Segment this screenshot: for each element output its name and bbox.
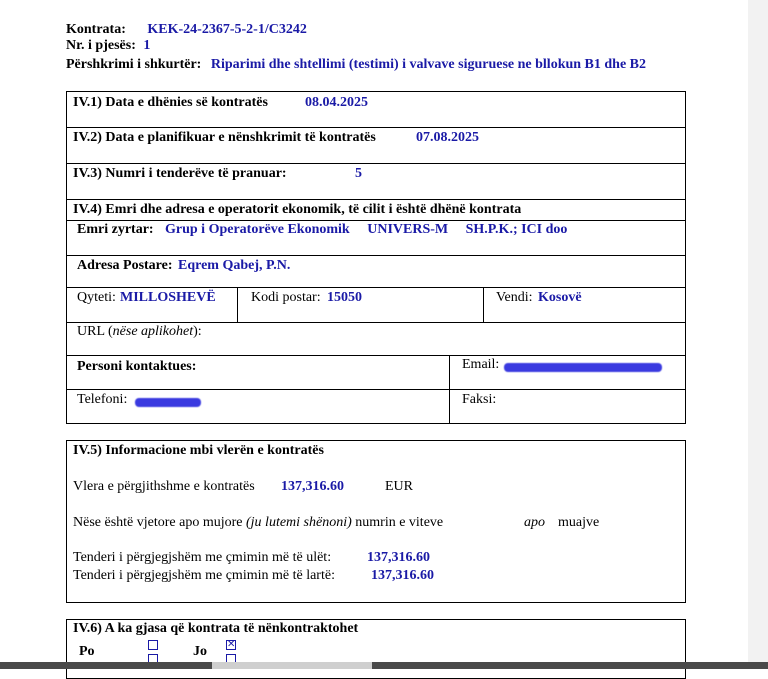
contact-row — [66, 355, 686, 390]
part-label: Nr. i pjesës: — [66, 38, 136, 53]
apo-text: apo — [524, 515, 545, 530]
divider — [449, 389, 450, 423]
postal-label: Adresa Postare: — [77, 258, 173, 273]
highest-label: Tenderi i përgjegjshëm me çmimin më të lartë: — [73, 568, 335, 583]
description-label: Përshkrimi i shkurtër: — [66, 57, 202, 72]
divider — [237, 287, 238, 322]
description-value: Riparimi dhe shtellimi (testimi) i valvave siguruese ne bllokun B1 dhe B2 — [210, 57, 647, 72]
official-name-row — [66, 220, 686, 256]
po-label: Po — [79, 644, 95, 659]
contact-label: Personi kontaktues: — [77, 359, 197, 374]
total-label: Vlera e përgjithshme e kontratës — [73, 479, 255, 494]
country-value: Kosovë — [538, 290, 582, 305]
city-value: MILLOSHEVË — [120, 290, 216, 305]
iv1-label: IV.1) Data e dhënies së kontratës — [73, 95, 268, 110]
fax-label: Faksi: — [462, 392, 497, 407]
part-value: 1 — [143, 38, 151, 53]
description-line — [66, 57, 646, 73]
years-prefix: Nëse është vjetore apo mujore — [73, 515, 243, 530]
iv3-value: 5 — [355, 166, 362, 181]
city-label: Qyteti: — [77, 290, 116, 305]
official-name-value: Grup i Operatorëve Ekonomik UNIVERS-M SH.P.K.; ICI doo — [165, 222, 568, 237]
currency: EUR — [385, 479, 413, 494]
zip-value: 15050 — [327, 290, 362, 305]
zip-label: Kodi postar: — [251, 290, 321, 305]
iv4-label: IV.4) Emri dhe adresa e operatorit ekonomik, të cilit i është dhënë kontrata — [73, 202, 522, 217]
contract-label: Kontrata: — [66, 22, 126, 37]
official-name-label: Emri zyrtar: — [77, 222, 154, 237]
viewer-margin — [748, 0, 768, 669]
iv2-label: IV.2) Data e planifikuar e nënshkrimit të kontratës — [73, 130, 376, 145]
contract-value: KEK-24-2367-5-2-1/C3242 — [147, 22, 307, 37]
iv1-value: 08.04.2025 — [305, 95, 368, 110]
phone-row — [66, 389, 686, 424]
phone-label: Telefoni: — [77, 392, 128, 407]
city-row — [66, 287, 686, 323]
iv3-row — [66, 163, 686, 200]
iv5-label: IV.5) Informacione mbi vlerën e kontratës — [73, 443, 324, 458]
iv2-row — [66, 127, 686, 164]
postal-row — [66, 255, 686, 288]
iv1-row — [66, 91, 686, 128]
divider — [449, 355, 450, 389]
divider — [483, 287, 484, 322]
lowest-value: 137,316.60 — [367, 550, 430, 565]
contract-line — [66, 22, 307, 38]
years-suffix: numrin e viteve — [355, 515, 444, 530]
postal-value: Eqrem Qabej, P.N. — [178, 258, 291, 273]
iv6-box — [66, 619, 686, 679]
url-label-italic: nëse aplikohet — [112, 324, 194, 339]
jo-label: Jo — [193, 644, 207, 659]
url-label-end: ): — [193, 324, 202, 339]
years-italic: (ju lutemi shënoni) — [246, 515, 352, 530]
iv4-heading-row — [66, 199, 686, 221]
url-label — [77, 324, 202, 340]
iv3-label: IV.3) Numri i tenderëve të pranuar: — [73, 166, 287, 181]
country-label: Vendi: — [496, 290, 533, 305]
total-value: 137,316.60 — [281, 479, 344, 494]
redacted-phone — [135, 398, 201, 407]
po-checkbox-top[interactable] — [148, 640, 158, 650]
lowest-label: Tenderi i përgjegjshëm me çmimin më të ulët: — [73, 550, 332, 565]
redacted-email — [504, 363, 662, 372]
iv2-value: 07.08.2025 — [416, 130, 479, 145]
iv5-box — [66, 440, 686, 603]
months-text: muajve — [558, 515, 600, 530]
url-label-start: URL ( — [77, 324, 113, 339]
horizontal-scroll-thumb[interactable] — [212, 662, 372, 669]
iv6-label: IV.6) A ka gjasa që kontrata të nënkontraktohet — [73, 621, 359, 636]
years-line — [73, 515, 443, 531]
email-label: Email: — [462, 357, 500, 372]
viewer-bottom-bar — [0, 662, 768, 669]
url-row — [66, 322, 686, 356]
part-line — [66, 38, 150, 54]
highest-value: 137,316.60 — [371, 568, 434, 583]
jo-checkbox-checked[interactable]: ✕ — [227, 639, 236, 650]
